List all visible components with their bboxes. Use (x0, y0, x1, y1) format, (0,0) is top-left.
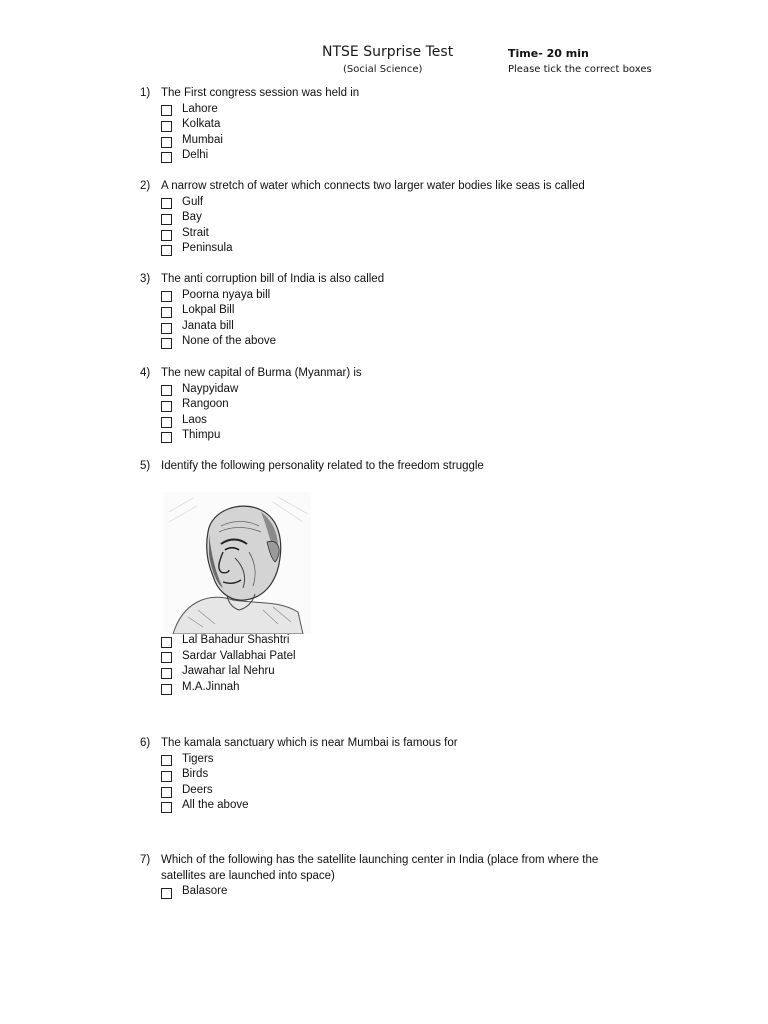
option-label: Mumbai (182, 133, 223, 146)
question-5-options (140, 633, 660, 695)
option-label: Deers (182, 783, 213, 796)
options-list (161, 633, 660, 695)
question-number: 1) (140, 87, 151, 99)
portrait-image (163, 492, 311, 634)
question-5 (140, 459, 660, 475)
question-stem (140, 853, 620, 884)
question-text: Which of the following has the satellite launching center in India (place from where the satellites are launched into space) (161, 854, 599, 882)
checkbox[interactable] (161, 787, 172, 798)
checkbox[interactable] (161, 198, 172, 209)
question-stem (140, 459, 660, 475)
option-label: None of the above (182, 335, 276, 348)
question-stem (140, 179, 660, 195)
question-number: 5) (140, 460, 151, 472)
question-stem (140, 366, 660, 382)
options-list (161, 288, 660, 350)
option-label: Laos (182, 413, 207, 426)
option-label: Janata bill (182, 319, 234, 332)
options-list (161, 884, 620, 900)
question-6 (140, 736, 660, 814)
checkbox[interactable] (161, 245, 172, 256)
option-3c[interactable] (161, 319, 660, 335)
option-label: Delhi (182, 149, 209, 162)
option-3b[interactable] (161, 303, 660, 319)
option-label: Peninsula (182, 242, 233, 255)
checkbox[interactable] (161, 121, 172, 132)
question-number: 3) (140, 273, 151, 285)
question-text: The anti corruption bill of India is also called (161, 273, 385, 285)
option-label: Tigers (182, 752, 214, 765)
option-label: Birds (182, 768, 209, 781)
question-7 (140, 853, 620, 900)
option-label: Strait (182, 226, 209, 239)
checkbox[interactable] (161, 230, 172, 241)
question-4 (140, 366, 660, 444)
options-list (161, 752, 660, 814)
option-label: Poorna nyaya bill (182, 288, 271, 301)
checkbox[interactable] (161, 214, 172, 225)
question-text: A narrow stretch of water which connects two larger water bodies like seas is called (161, 180, 585, 192)
option-label: Kolkata (182, 118, 221, 131)
option-label: Jawahar lal Nehru (182, 665, 275, 678)
option-label: Lal Bahadur Shashtri (182, 634, 290, 646)
option-1c[interactable] (161, 133, 660, 149)
question-number: 4) (140, 367, 151, 379)
checkbox[interactable] (161, 684, 172, 695)
instructions: Please tick the correct boxes (508, 64, 652, 75)
checkbox[interactable] (161, 307, 172, 318)
time-limit: Time- 20 min (508, 47, 589, 60)
option-6b[interactable] (161, 767, 660, 783)
checkbox[interactable] (161, 652, 172, 663)
question-1 (140, 86, 660, 164)
checkbox[interactable] (161, 385, 172, 396)
question-2 (140, 179, 660, 257)
option-7a[interactable] (161, 884, 620, 900)
question-stem (140, 736, 660, 752)
option-1d[interactable] (161, 148, 660, 164)
checkbox[interactable] (161, 137, 172, 148)
option-label: Sardar Vallabhai Patel (182, 649, 296, 662)
question-stem (140, 272, 660, 288)
option-4a[interactable] (161, 382, 660, 398)
option-label: Lokpal Bill (182, 304, 235, 317)
checkbox[interactable] (161, 401, 172, 412)
option-label: Rangoon (182, 398, 229, 411)
question-text: The new capital of Burma (Myanmar) is (161, 367, 362, 379)
option-label: Thimpu (182, 429, 221, 442)
option-2a[interactable] (161, 195, 660, 211)
checkbox[interactable] (161, 637, 172, 648)
question-number: 7) (140, 854, 151, 866)
option-2d[interactable] (161, 241, 660, 257)
option-label: Lahore (182, 102, 218, 115)
option-label: Bay (182, 211, 202, 224)
option-1a[interactable] (161, 102, 660, 118)
option-5c[interactable] (161, 664, 660, 680)
checkbox[interactable] (161, 105, 172, 116)
checkbox[interactable] (161, 755, 172, 766)
question-number: 6) (140, 737, 151, 749)
question-text: The First congress session was held in (161, 87, 360, 99)
option-6a[interactable] (161, 752, 660, 768)
options-list (161, 102, 660, 164)
question-stem (140, 86, 660, 102)
checkbox[interactable] (161, 888, 172, 899)
options-list (161, 382, 660, 444)
checkbox[interactable] (161, 432, 172, 443)
options-list (161, 195, 660, 257)
option-4d[interactable] (161, 428, 660, 444)
option-label: Balasore (182, 885, 228, 898)
checkbox[interactable] (161, 771, 172, 782)
option-label: Naypyidaw (182, 382, 239, 395)
option-5b[interactable] (161, 649, 660, 665)
option-5d[interactable] (161, 680, 660, 696)
checkbox[interactable] (161, 802, 172, 813)
checkbox[interactable] (161, 417, 172, 428)
checkbox[interactable] (161, 668, 172, 679)
option-4c[interactable] (161, 413, 660, 429)
option-1b[interactable] (161, 117, 660, 133)
question-number: 2) (140, 180, 151, 192)
option-5a[interactable] (161, 633, 660, 649)
page-title: NTSE Surprise Test (322, 44, 454, 60)
checkbox[interactable] (161, 323, 172, 334)
checkbox[interactable] (161, 152, 172, 163)
option-3a[interactable] (161, 288, 660, 304)
question-text: The kamala sanctuary which is near Mumbai is famous for (161, 737, 458, 749)
question-text: Identify the following personality related to the freedom struggle (161, 460, 484, 472)
question-3 (140, 272, 660, 350)
option-6d[interactable] (161, 798, 660, 814)
option-6c[interactable] (161, 783, 660, 799)
option-label: Gulf (182, 195, 204, 208)
option-2b[interactable] (161, 210, 660, 226)
checkbox[interactable] (161, 291, 172, 302)
page-subtitle: (Social Science) (343, 64, 423, 75)
option-label: M.A.Jinnah (182, 680, 240, 693)
option-2c[interactable] (161, 226, 660, 242)
option-label: All the above (182, 799, 249, 812)
option-4b[interactable] (161, 397, 660, 413)
checkbox[interactable] (161, 338, 172, 349)
option-3d[interactable] (161, 334, 660, 350)
